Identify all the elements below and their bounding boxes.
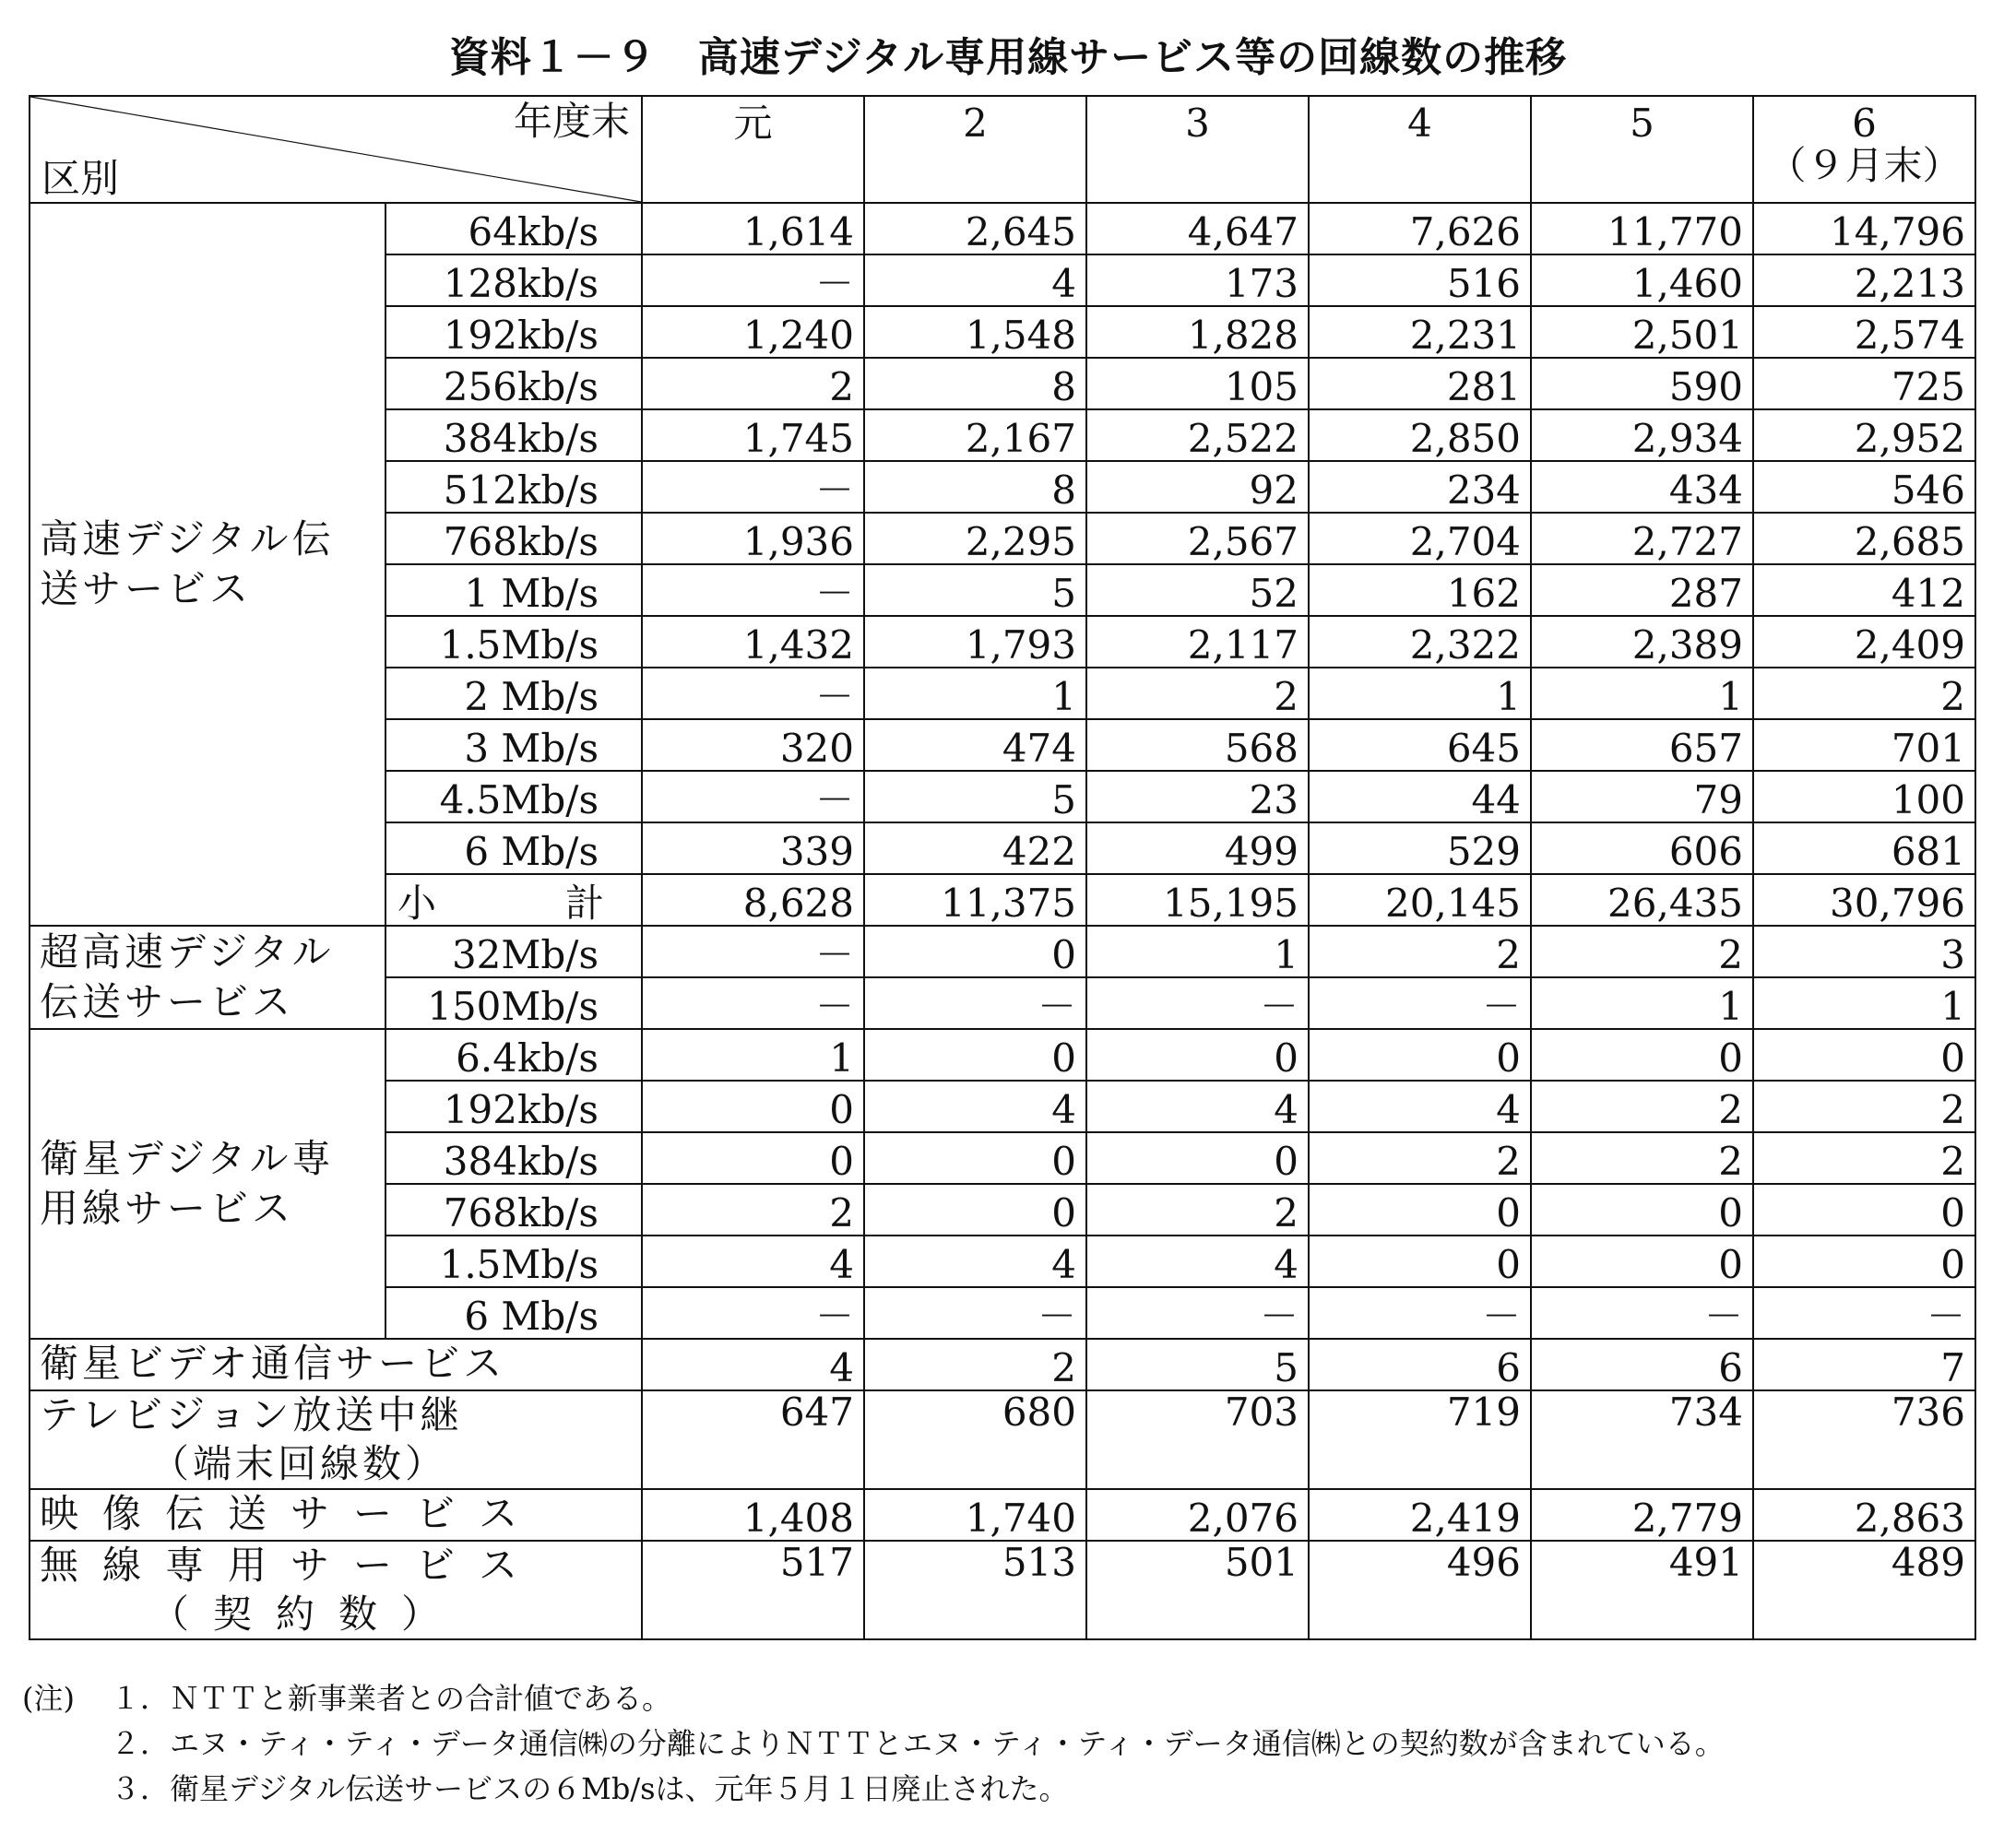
value-cell: 1,432 <box>642 616 864 668</box>
value-cell: 1,408 <box>642 1489 864 1541</box>
year-header <box>864 96 1086 203</box>
value-cell: 287 <box>1531 564 1753 616</box>
value-cell: 162 <box>1309 564 1531 616</box>
value-cell: 1,745 <box>642 409 864 461</box>
year-header <box>642 96 864 203</box>
value-cell: 2 <box>864 1339 1086 1390</box>
value-cell: 2,727 <box>1531 513 1753 564</box>
value-cell: 1,793 <box>864 616 1086 668</box>
value-cell: 1,548 <box>864 306 1086 358</box>
year-label: 6 <box>1852 101 1877 146</box>
value-cell: 2 <box>1086 1184 1309 1236</box>
service-label-cell <box>30 1489 642 1541</box>
year-label: 2 <box>963 101 988 146</box>
circuit-count-table <box>29 95 1976 1640</box>
value-cell: 657 <box>1531 719 1753 771</box>
value-cell: 8 <box>864 358 1086 409</box>
subtotal-label-cell <box>385 874 733 926</box>
rate-label: 64kb/s <box>385 203 642 254</box>
value-cell: 2,704 <box>1309 513 1531 564</box>
table-row <box>30 203 1975 254</box>
value-cell: 44 <box>1309 771 1531 822</box>
value-cell: 2 <box>1531 926 1753 977</box>
value-cell: 1 <box>1531 668 1753 719</box>
value-cell: 546 <box>1753 461 1975 513</box>
value-cell: 2,409 <box>1753 616 1975 668</box>
year-label: 4 <box>1407 101 1432 146</box>
value-cell: 606 <box>1531 822 1753 874</box>
value-cell: 2,076 <box>1086 1489 1309 1541</box>
year-header <box>1531 96 1753 203</box>
table-row <box>30 926 1975 977</box>
service-label: 無線専用サービス <box>40 1543 542 1588</box>
value-cell: 0 <box>1753 1236 1975 1287</box>
value-cell: 647 <box>642 1390 864 1489</box>
value-cell: 529 <box>1309 822 1531 874</box>
value-cell: 1,460 <box>1531 254 1753 306</box>
value-cell: 320 <box>642 719 864 771</box>
document-title: 資料１－９ 高速デジタル専用線サービス等の回線数の推移 <box>448 34 1568 81</box>
table-row <box>30 1541 1975 1639</box>
year-sublabel: （９月末） <box>1767 143 1962 189</box>
value-cell: 281 <box>1309 358 1531 409</box>
value-cell: 2 <box>1753 668 1975 719</box>
value-cell: 5 <box>864 564 1086 616</box>
value-cell: 0 <box>1531 1029 1753 1081</box>
value-cell: 1 <box>642 1029 864 1081</box>
rate-label: 3 Mb/s <box>385 719 642 771</box>
value-cell: 8,628 <box>642 874 864 926</box>
value-cell: 412 <box>1753 564 1975 616</box>
table-row <box>30 1390 1975 1489</box>
value-cell: 2,645 <box>864 203 1086 254</box>
service-label: 映像伝送サービス <box>40 1491 542 1536</box>
value-cell: 234 <box>1309 461 1531 513</box>
value-cell: － <box>1531 1287 1753 1339</box>
table-row <box>30 1489 1975 1541</box>
group-label-satellite: 衛星デジタル専用線サービス <box>30 1029 385 1339</box>
value-cell: 4 <box>864 1236 1086 1287</box>
value-cell: 0 <box>1309 1184 1531 1236</box>
rate-label: 32Mb/s <box>385 926 642 977</box>
value-cell: 5 <box>864 771 1086 822</box>
rate-label: 768kb/s <box>385 513 642 564</box>
value-cell: 1 <box>1531 977 1753 1029</box>
value-cell: 681 <box>1753 822 1975 874</box>
value-cell: 11,375 <box>864 874 1086 926</box>
table-row <box>30 1029 1975 1081</box>
value-cell: 2,419 <box>1309 1489 1531 1541</box>
value-cell: 2 <box>1309 1132 1531 1184</box>
value-cell: 2,567 <box>1086 513 1309 564</box>
value-cell: 516 <box>1309 254 1531 306</box>
table-body <box>30 96 1975 1639</box>
value-cell: 1,828 <box>1086 306 1309 358</box>
value-cell: － <box>864 977 1086 1029</box>
rate-label: 192kb/s <box>385 1081 642 1132</box>
rate-label: 512kb/s <box>385 461 642 513</box>
value-cell: 496 <box>1309 1541 1531 1639</box>
value-cell: － <box>1086 1287 1309 1339</box>
footnote-item: １．ＮＴＴと新事業者との合計値である。 <box>111 1681 672 1716</box>
value-cell: 2,213 <box>1753 254 1975 306</box>
value-cell: 14,796 <box>1753 203 1975 254</box>
value-cell: 1,614 <box>642 203 864 254</box>
rate-label: 1.5Mb/s <box>385 616 642 668</box>
value-cell: － <box>642 254 864 306</box>
corner-category-label: 区別 <box>42 155 120 201</box>
value-cell: 2,322 <box>1309 616 1531 668</box>
corner-header-cell <box>30 96 642 203</box>
value-cell: 0 <box>864 1184 1086 1236</box>
value-cell: 23 <box>1086 771 1309 822</box>
value-cell: 0 <box>1086 1029 1309 1081</box>
rate-label: 192kb/s <box>385 306 642 358</box>
value-cell: 8 <box>864 461 1086 513</box>
value-cell: 79 <box>1531 771 1753 822</box>
value-cell: 517 <box>642 1541 864 1639</box>
footnote-mark: (注) <box>22 1681 75 1716</box>
subtotal-label: 小計 <box>397 880 733 926</box>
value-cell: 0 <box>864 1029 1086 1081</box>
value-cell: 513 <box>864 1541 1086 1639</box>
value-cell: 725 <box>1753 358 1975 409</box>
value-cell: 719 <box>1309 1390 1531 1489</box>
footnote-item: ２．エヌ・ティ・ティ・データ通信㈱の分離によりＮＴＴとエヌ・ティ・ティ・データ通信㈱との契約数が含まれている。 <box>111 1726 1725 1761</box>
value-cell: 1,936 <box>642 513 864 564</box>
value-cell: 0 <box>1753 1184 1975 1236</box>
rate-label: 2 Mb/s <box>385 668 642 719</box>
rate-label: 6.4kb/s <box>385 1029 642 1081</box>
value-cell: － <box>1309 1287 1531 1339</box>
rate-label: 768kb/s <box>385 1184 642 1236</box>
value-cell: － <box>642 771 864 822</box>
value-cell: 0 <box>1531 1184 1753 1236</box>
value-cell: 1 <box>1086 926 1309 977</box>
value-cell: 4 <box>642 1236 864 1287</box>
value-cell: 434 <box>1531 461 1753 513</box>
rate-label: 150Mb/s <box>385 977 642 1029</box>
value-cell: 4 <box>1086 1236 1309 1287</box>
value-cell: 0 <box>864 1132 1086 1184</box>
rate-label: 4.5Mb/s <box>385 771 642 822</box>
rate-label: 128kb/s <box>385 254 642 306</box>
value-cell: 105 <box>1086 358 1309 409</box>
value-cell: 590 <box>1531 358 1753 409</box>
service-sublabel: （端末回線数） <box>150 1440 448 1486</box>
rate-label: 1.5Mb/s <box>385 1236 642 1287</box>
value-cell: 6 <box>1531 1339 1753 1390</box>
value-cell: － <box>1309 977 1531 1029</box>
value-cell: 52 <box>1086 564 1309 616</box>
rate-label: 384kb/s <box>385 1132 642 1184</box>
value-cell: 2 <box>1309 926 1531 977</box>
value-cell: 2,389 <box>1531 616 1753 668</box>
rate-label: 6 Mb/s <box>385 822 642 874</box>
value-cell: 30,796 <box>1753 874 1975 926</box>
rate-label: 1 Mb/s <box>385 564 642 616</box>
value-cell: 4 <box>642 1339 864 1390</box>
corner-year-end-label: 年度末 <box>513 99 630 144</box>
value-cell: 2,863 <box>1753 1489 1975 1541</box>
value-cell: － <box>642 1287 864 1339</box>
value-cell: 339 <box>642 822 864 874</box>
value-cell: － <box>864 1287 1086 1339</box>
value-cell: 0 <box>642 1081 864 1132</box>
value-cell: 3 <box>1753 926 1975 977</box>
value-cell: 2,952 <box>1753 409 1975 461</box>
value-cell: 15,195 <box>1086 874 1309 926</box>
value-cell: 734 <box>1531 1390 1753 1489</box>
year-label: 5 <box>1630 101 1654 146</box>
value-cell: 2 <box>642 1184 864 1236</box>
footnote-row <box>22 1767 1725 1812</box>
value-cell: － <box>1086 977 1309 1029</box>
value-cell: 4,647 <box>1086 203 1309 254</box>
value-cell: 2 <box>1753 1132 1975 1184</box>
value-cell: 2 <box>642 358 864 409</box>
service-label: テレビジョン放送中継 <box>40 1392 463 1437</box>
value-cell: － <box>642 668 864 719</box>
value-cell: 0 <box>642 1132 864 1184</box>
value-cell: 4 <box>1086 1081 1309 1132</box>
value-cell: 2 <box>1086 668 1309 719</box>
value-cell: 100 <box>1753 771 1975 822</box>
value-cell: 680 <box>864 1390 1086 1489</box>
value-cell: 2 <box>1753 1081 1975 1132</box>
value-cell: － <box>642 461 864 513</box>
value-cell: 2 <box>1531 1132 1753 1184</box>
value-cell: － <box>1753 1287 1975 1339</box>
value-cell: 2 <box>1531 1081 1753 1132</box>
value-cell: 4 <box>1309 1081 1531 1132</box>
value-cell: 501 <box>1086 1541 1309 1639</box>
value-cell: 1 <box>1309 668 1531 719</box>
service-label: 衛星ビデオ通信サービス <box>40 1341 506 1386</box>
year-label: 元 <box>733 101 773 146</box>
group-label-high-speed: 高速デジタル伝送サービス <box>30 203 385 926</box>
value-cell: 7,626 <box>1309 203 1531 254</box>
rate-label: 256kb/s <box>385 358 642 409</box>
footnote-row <box>22 1721 1725 1767</box>
value-cell: 1 <box>864 668 1086 719</box>
value-cell: 2,231 <box>1309 306 1531 358</box>
footnotes <box>22 1676 1725 1812</box>
value-cell: 6 <box>1309 1339 1531 1390</box>
value-cell: 703 <box>1086 1390 1309 1489</box>
value-cell: 491 <box>1531 1541 1753 1639</box>
year-header <box>1753 96 1975 203</box>
value-cell: 1,740 <box>864 1489 1086 1541</box>
value-cell: 4 <box>864 1081 1086 1132</box>
rate-label: 384kb/s <box>385 409 642 461</box>
value-cell: 2,501 <box>1531 306 1753 358</box>
value-cell: 736 <box>1753 1390 1975 1489</box>
year-header <box>1086 96 1309 203</box>
value-cell: 2,934 <box>1531 409 1753 461</box>
value-cell: 2,779 <box>1531 1489 1753 1541</box>
value-cell: 2,574 <box>1753 306 1975 358</box>
value-cell: 92 <box>1086 461 1309 513</box>
value-cell: 2,850 <box>1309 409 1531 461</box>
value-cell: 0 <box>1531 1236 1753 1287</box>
service-label-cell <box>30 1541 642 1639</box>
value-cell: 0 <box>1309 1029 1531 1081</box>
value-cell: 2,522 <box>1086 409 1309 461</box>
header-row <box>30 96 1975 203</box>
year-label: 3 <box>1185 101 1210 146</box>
value-cell: 0 <box>1309 1236 1531 1287</box>
rate-label: 6 Mb/s <box>385 1287 642 1339</box>
value-cell: 1 <box>1753 977 1975 1029</box>
value-cell: 26,435 <box>1531 874 1753 926</box>
group-label-ultra-high-speed: 超高速デジタル伝送サービス <box>30 926 385 1029</box>
value-cell: 489 <box>1753 1541 1975 1639</box>
value-cell: 568 <box>1086 719 1309 771</box>
value-cell: 2,117 <box>1086 616 1309 668</box>
value-cell: 11,770 <box>1531 203 1753 254</box>
service-label-cell <box>30 1339 642 1390</box>
table-row <box>30 1339 1975 1390</box>
value-cell: － <box>642 977 864 1029</box>
value-cell: 701 <box>1753 719 1975 771</box>
year-header <box>1309 96 1531 203</box>
value-cell: 645 <box>1309 719 1531 771</box>
value-cell: 2,685 <box>1753 513 1975 564</box>
value-cell: 474 <box>864 719 1086 771</box>
value-cell: 20,145 <box>1309 874 1531 926</box>
value-cell: 422 <box>864 822 1086 874</box>
value-cell: 0 <box>864 926 1086 977</box>
value-cell: 2,295 <box>864 513 1086 564</box>
service-label-cell <box>30 1390 642 1489</box>
value-cell: 5 <box>1086 1339 1309 1390</box>
value-cell: 0 <box>1753 1029 1975 1081</box>
value-cell: 2,167 <box>864 409 1086 461</box>
value-cell: 1,240 <box>642 306 864 358</box>
value-cell: 7 <box>1753 1339 1975 1390</box>
value-cell: 4 <box>864 254 1086 306</box>
value-cell: － <box>642 926 864 977</box>
footnote-row <box>22 1676 1725 1721</box>
footnote-item: ３．衛星デジタル伝送サービスの６Mb/sは、元年５月１日廃止された。 <box>111 1771 1069 1806</box>
value-cell: － <box>642 564 864 616</box>
service-sublabel: （契約数） <box>150 1590 465 1637</box>
value-cell: 499 <box>1086 822 1309 874</box>
value-cell: 173 <box>1086 254 1309 306</box>
value-cell: 0 <box>1086 1132 1309 1184</box>
